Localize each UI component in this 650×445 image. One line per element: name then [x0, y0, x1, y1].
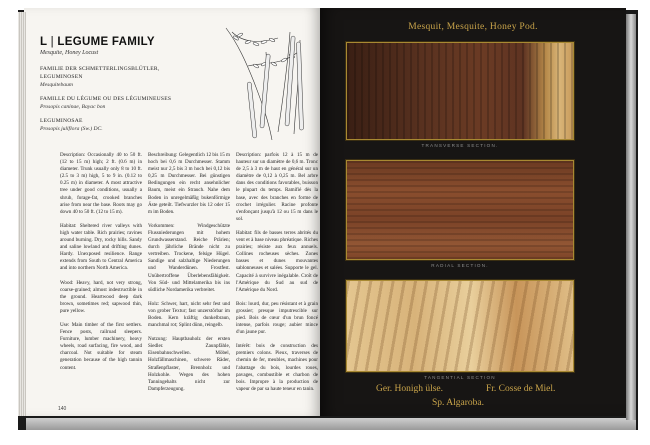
tangential-section-sample: [346, 280, 574, 372]
german-name-label: Ger. Honigh ülse.: [376, 384, 444, 394]
french-name-label: Fr. Cosse de Miel.: [486, 384, 556, 394]
family-heading: L | LEGUME FAMILY: [40, 36, 155, 48]
german-name: Mesquitebaum: [40, 82, 73, 88]
french-wood: Bois: lourd, dur, peu résistant et à grain grossier; presque imputrescible sur pied. Bois de cœur d'un brun foncé intense, parfois rouge; aubier mince d'un jaune pur.: [236, 300, 318, 336]
english-text-column: [60, 152, 142, 379]
french-text-column: [236, 152, 318, 400]
english-wood: Wood: Heavy, hard, not very strong, coarse-grained; almost indestructible in the ground. Heartwood deep dark brown, sometimes red; sapwood thin, pure yellow.: [60, 279, 142, 314]
tangential-caption: TANGENTIAL SECTION: [424, 375, 496, 380]
german-family-line-2: LEGUMINOSEN: [40, 74, 83, 80]
heading-title: LEGUME FAMILY: [57, 36, 155, 48]
transverse-section-sample: [346, 42, 574, 140]
radial-caption: RADIAL SECTION.: [431, 263, 489, 268]
common-names: Mesquite, Honey Locust: [40, 50, 99, 56]
german-text-column: [148, 152, 230, 400]
radial-section-sample: [346, 160, 574, 260]
transverse-caption: TRANSVERSE SECTION.: [421, 143, 499, 148]
german-habitat: Vorkommen: Windgeschützte Flussniederungen mit hohem Grundwasserstand. Reiche Prärien; durch jährliche Brände nicht zu vertreiben. Trockene, felsige Hügel. Sandige und salzhaltige Niederungen und Wanderdünen. Frostfest. Unübertroffene Überlebensfähigkeit. Von Süd- und Mittelamerika bis ins südliche Nordamerika verbreitet.: [148, 222, 230, 293]
german-wood: Holz: Schwer, hart, nicht sehr fest und von grober Textur; fast unzerstörbar im Boden. Kern kräftig dunkelbraun, manchmal rot; Splint dünn, reingelb.: [148, 300, 230, 329]
page-edges-bottom: [26, 418, 636, 430]
english-use: Use: Main timber of the first settlers. Fence posts, railroad sleepers. Furniture, lumber machinery, heavy wheels, road surfacing, fire wood, and charcoal. Not suitable for steam generation because of the high tannin content.: [60, 321, 142, 371]
english-description: Description: Occasionally 40 to 50 ft. (12 to 15 m) high; 2 ft. (0.6 m) in diameter. Trunk usually only 8 to 10 ft. (2.5 to 3 m) high, 5 to 9 in. (0.12 to 0.25 m) in diameter. A most attractive tree under good conditions, usually a shrub, forage-fat, crooked branches arise from near the base. Roots may go down 40 to 50 ft. (12 to 15 m).: [60, 152, 142, 215]
latin-name: Prosopis juliflora (Sw.) DC.: [40, 126, 103, 132]
french-description: Description: parfois 12 à 15 m de hauteur sur un diamètre de 0,6 m. Tronc de 2,5 à 3 m de haut en général sur un diamètre de 0,12 à 0,25 m. Bel arbre dans des conditions favorables, buisson le plupart du temps. Ramifié dès la base, avec des branches en forme de crochet irrégulier. Racine profonte s'enfonçant jusqu'à 12 ou 15 m dans le sol.: [236, 152, 318, 222]
french-use: Intérêt: bois de construction des premiers colons. Pieux, traverses de chemin de fer, meubles, machines pour l'abattage du bois, lourdes roues, pavages, combustible et charbon de bois. Impropre à la production de vapeur de par sa haute teneur en tanin.: [236, 343, 318, 392]
german-family: FAMILIE DER SCHMETTERLINGSBLÜTLER,: [40, 66, 160, 72]
spanish-name-label: Sp. Algaroba.: [432, 398, 484, 408]
french-habitat: Habitat: fils de basses terres abrités du vent et à base niveau phréatique. Riches prairies; résiste aux feux annuels. Collines rocheuses sèches. Zones basses et dunes mouvantes sablonneuses et salées. Supporte le gel. Capacité à survivre inégalable. Croît de l'Amérique du Sud au sud de l'Amérique du Nord.: [236, 229, 318, 293]
english-habitat: Habitat: Sheltered river valleys with high water table. Rich prairies; ravines around burning. Dry, rocky hills. Sandy and saline lowland and drifting dunes. Hardy. Unexposed resilience. Range extends from South to Central America and into northern North America.: [60, 222, 142, 272]
heading-number: L: [40, 36, 48, 48]
german-description: Beschreibung: Gelegentlich 12 bis 15 m hoch bei 0,6 m Durchmesser. Stamm meist nur 2,5 bis 3 m hoch bei 0,12 bis 0,25 m Durchmesser. Bei günstigen Bedingungen ein recht ansehnlicher Baum, meist ein Strauch. Nahe dem Boden in unregelmäßig bukenförmige Äste geteilt. Tiefwurzler bis 12 oder 15 m im Boden.: [148, 152, 230, 215]
page-number: 140: [58, 406, 67, 412]
german-use: Nutzung: Hauptbauholz der ersten Siedler. Zaunpfähle, Eisenbahnschwellen. Möbel, Holzfällmaschinen, schwere Räder, Straßenpflaster, Brennholz und Holzkohle. Wegen des hohen Tanningehalts nicht zur Dampferzeugung.: [148, 336, 230, 392]
plate-title: Mesquit, Mesquite, Honey Pod.: [408, 22, 538, 32]
page-edges-right: [626, 14, 636, 420]
latin-family: LEGUMINOSAE: [40, 118, 83, 124]
mesquite-branch-illustration: [218, 22, 310, 144]
french-name: Prosopis caninae, Bayac bon: [40, 104, 106, 110]
page-stack: [18, 12, 26, 416]
french-family: FAMILLE DU LÉGUME OU DES LÉGUMINEUSES: [40, 96, 172, 102]
